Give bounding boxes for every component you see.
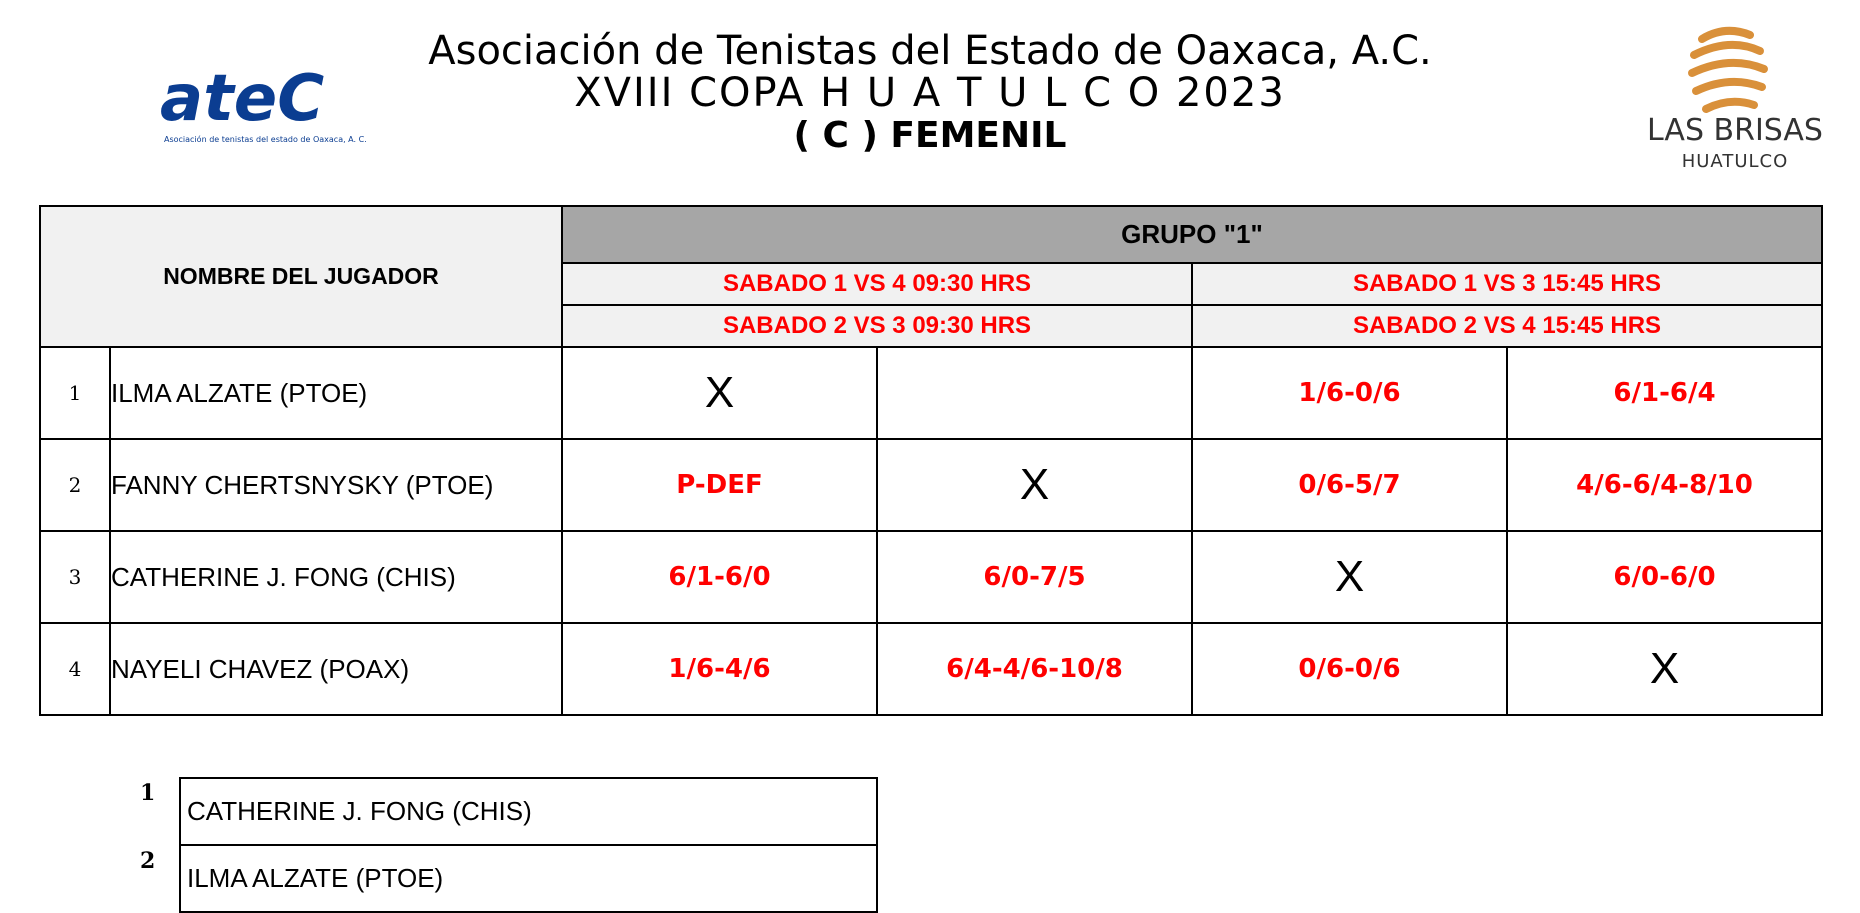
player-name-header: NOMBRE DEL JUGADOR bbox=[40, 206, 562, 347]
result-cell: 0/6-5/7 bbox=[1192, 439, 1507, 531]
group-header: GRUPO "1" bbox=[562, 206, 1822, 263]
ranking-row bbox=[180, 778, 877, 845]
ranking-name: CATHERINE J. FONG (CHIS) bbox=[180, 778, 877, 845]
result-cell: 1/6-4/6 bbox=[562, 623, 877, 715]
player-row bbox=[40, 347, 1822, 439]
player-row bbox=[40, 623, 1822, 715]
result-cell: 6/0-6/0 bbox=[1507, 531, 1822, 623]
player-row bbox=[40, 531, 1822, 623]
player-name: FANNY CHERTSNYSKY (PTOE) bbox=[110, 439, 562, 531]
result-cell: 0/6-0/6 bbox=[1192, 623, 1507, 715]
ranking-table bbox=[179, 777, 878, 913]
tournament-title: XVIII COPA H U A T U L C O 2023 bbox=[574, 70, 1286, 116]
las-brisas-emblem-icon bbox=[1692, 31, 1764, 109]
ranking-place: 2 bbox=[140, 848, 156, 874]
ranking-place: 1 bbox=[140, 780, 156, 806]
ateo-logo-subtitle: Asociación de tenistas del estado de Oaxaca, A. C. bbox=[164, 135, 367, 144]
association-title: Asociación de Tenistas del Estado de Oaxaca, A.C. bbox=[428, 28, 1432, 74]
group-results-table bbox=[39, 205, 1823, 716]
result-cell: 6/1-6/0 bbox=[562, 531, 877, 623]
result-cell: 6/4-4/6-10/8 bbox=[877, 623, 1192, 715]
player-number: 2 bbox=[40, 439, 110, 531]
player-number: 3 bbox=[40, 531, 110, 623]
las-brisas-sub: HUATULCO bbox=[1681, 151, 1789, 172]
ranking-name: ILMA ALZATE (PTOE) bbox=[180, 845, 877, 912]
las-brisas-logo bbox=[1630, 25, 1840, 175]
category-title: ( C ) FEMENIL bbox=[793, 115, 1067, 156]
player-name: CATHERINE J. FONG (CHIS) bbox=[110, 531, 562, 623]
result-cell: X bbox=[1507, 623, 1822, 715]
result-cell: X bbox=[562, 347, 877, 439]
schedule-cell: SABADO 1 VS 4 09:30 HRS bbox=[562, 263, 1192, 305]
result-cell: X bbox=[1192, 531, 1507, 623]
player-row bbox=[40, 439, 1822, 531]
ateo-logo-mark: ateC bbox=[160, 62, 325, 136]
player-number: 4 bbox=[40, 623, 110, 715]
las-brisas-brand: LAS BRISAS bbox=[1647, 113, 1823, 148]
result-cell: 4/6-6/4-8/10 bbox=[1507, 439, 1822, 531]
document-header bbox=[0, 30, 1860, 158]
ranking-row bbox=[180, 845, 877, 912]
result-cell bbox=[877, 347, 1192, 439]
result-cell: P-DEF bbox=[562, 439, 877, 531]
schedule-cell: SABADO 2 VS 3 09:30 HRS bbox=[562, 305, 1192, 347]
schedule-cell: SABADO 2 VS 4 15:45 HRS bbox=[1192, 305, 1822, 347]
player-number: 1 bbox=[40, 347, 110, 439]
result-cell: 1/6-0/6 bbox=[1192, 347, 1507, 439]
player-name: NAYELI CHAVEZ (POAX) bbox=[110, 623, 562, 715]
result-cell: 6/0-7/5 bbox=[877, 531, 1192, 623]
result-cell: 6/1-6/4 bbox=[1507, 347, 1822, 439]
player-name: ILMA ALZATE (PTOE) bbox=[110, 347, 562, 439]
result-cell: X bbox=[877, 439, 1192, 531]
schedule-cell: SABADO 1 VS 3 15:45 HRS bbox=[1192, 263, 1822, 305]
